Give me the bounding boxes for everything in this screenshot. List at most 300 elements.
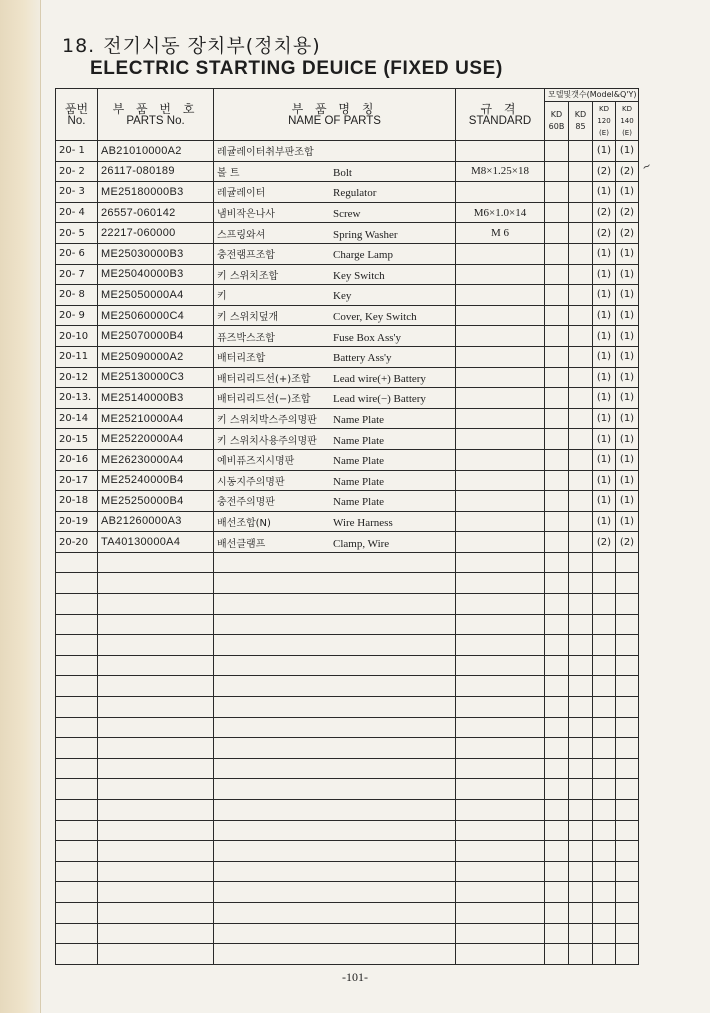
part-name	[214, 429, 456, 450]
empty-cell	[214, 614, 456, 635]
part-number: ME25060000C4	[98, 305, 214, 326]
table-row	[56, 202, 639, 223]
part-number: ME25140000B3	[98, 388, 214, 409]
empty-cell	[214, 861, 456, 882]
empty-cell	[569, 841, 593, 862]
quantity: (1)	[616, 388, 639, 409]
binding-strip	[0, 0, 41, 1013]
quantity: (1)	[593, 141, 616, 162]
empty-cell	[616, 655, 639, 676]
empty-cell	[545, 800, 569, 821]
quantity	[545, 388, 569, 409]
empty-cell	[214, 820, 456, 841]
empty-row	[56, 800, 639, 821]
part-number: ME25090000A2	[98, 346, 214, 367]
part-name-korean: 배선클램프	[217, 538, 266, 550]
quantity: (1)	[616, 141, 639, 162]
quantity: (1)	[616, 243, 639, 264]
standard	[456, 511, 545, 532]
item-number: 20-13.	[56, 388, 98, 409]
item-number: 20- 4	[56, 202, 98, 223]
empty-cell	[214, 902, 456, 923]
quantity	[545, 367, 569, 388]
empty-cell	[456, 923, 545, 944]
part-name-korean: 레귤레이터취부판조합	[217, 147, 314, 159]
part-name-korean: 레귤레이터	[217, 188, 266, 200]
part-name-korean: 볼 트	[217, 167, 240, 179]
item-number: 20- 3	[56, 182, 98, 203]
empty-cell	[214, 655, 456, 676]
empty-cell	[569, 758, 593, 779]
quantity: (1)	[593, 388, 616, 409]
empty-cell	[569, 861, 593, 882]
part-name	[214, 223, 456, 244]
item-number: 20-15	[56, 429, 98, 450]
empty-row	[56, 552, 639, 573]
quantity: (1)	[616, 408, 639, 429]
quantity: (1)	[616, 285, 639, 306]
empty-cell	[545, 923, 569, 944]
empty-cell	[56, 923, 98, 944]
quantity	[569, 326, 593, 347]
empty-cell	[98, 779, 214, 800]
empty-row	[56, 841, 639, 862]
part-name	[214, 326, 456, 347]
part-name	[214, 346, 456, 367]
item-number: 20-17	[56, 470, 98, 491]
empty-row	[56, 923, 639, 944]
empty-cell	[56, 820, 98, 841]
table-row	[56, 264, 639, 285]
part-name-korean: 충전램프조합	[217, 250, 275, 262]
empty-cell	[456, 841, 545, 862]
quantity	[545, 470, 569, 491]
empty-cell	[616, 697, 639, 718]
part-name-english: Screw	[333, 208, 361, 221]
quantity	[545, 429, 569, 450]
empty-cell	[456, 655, 545, 676]
empty-cell	[98, 614, 214, 635]
part-name	[214, 511, 456, 532]
empty-cell	[593, 676, 616, 697]
part-name-english: Regulator	[333, 187, 377, 200]
standard	[456, 326, 545, 347]
quantity: (2)	[616, 161, 639, 182]
empty-cell	[56, 779, 98, 800]
part-name	[214, 367, 456, 388]
quantity	[569, 202, 593, 223]
empty-row	[56, 902, 639, 923]
empty-cell	[456, 902, 545, 923]
quantity: (2)	[616, 532, 639, 553]
empty-cell	[569, 655, 593, 676]
table-row	[56, 408, 639, 429]
quantity	[569, 223, 593, 244]
part-name-korean: 충전주의명판	[217, 497, 275, 509]
item-number: 20-14	[56, 408, 98, 429]
quantity: (1)	[616, 305, 639, 326]
empty-cell	[214, 552, 456, 573]
part-name-english: Wire Harness	[333, 516, 393, 529]
empty-cell	[98, 882, 214, 903]
part-name-english: Lead wire(−) Battery	[333, 393, 426, 406]
empty-cell	[56, 655, 98, 676]
empty-cell	[456, 676, 545, 697]
item-number: 20-19	[56, 511, 98, 532]
standard	[456, 388, 545, 409]
empty-cell	[214, 779, 456, 800]
standard	[456, 429, 545, 450]
quantity	[569, 182, 593, 203]
empty-cell	[616, 573, 639, 594]
empty-row	[56, 697, 639, 718]
standard: M6×1.0×14	[456, 202, 545, 223]
empty-cell	[214, 635, 456, 656]
empty-row	[56, 717, 639, 738]
quantity: (1)	[593, 429, 616, 450]
quantity: (1)	[616, 491, 639, 512]
empty-cell	[456, 820, 545, 841]
quantity	[545, 141, 569, 162]
table-row	[56, 470, 639, 491]
quantity: (1)	[593, 243, 616, 264]
table-row	[56, 141, 639, 162]
empty-cell	[616, 861, 639, 882]
table-row	[56, 223, 639, 244]
empty-cell	[98, 820, 214, 841]
empty-cell	[214, 738, 456, 759]
quantity	[569, 285, 593, 306]
empty-cell	[545, 676, 569, 697]
header-parts-no: 부 품 번 호 PARTS No.	[98, 89, 214, 141]
empty-cell	[456, 697, 545, 718]
quantity	[545, 223, 569, 244]
table-row	[56, 367, 639, 388]
quantity	[569, 141, 593, 162]
empty-cell	[569, 697, 593, 718]
quantity	[569, 161, 593, 182]
part-name-english: Name Plate	[333, 414, 385, 427]
part-name-korean: 퓨즈박스조합	[217, 332, 275, 344]
empty-cell	[569, 820, 593, 841]
quantity	[545, 408, 569, 429]
quantity	[569, 305, 593, 326]
empty-cell	[545, 655, 569, 676]
table-row	[56, 532, 639, 553]
quantity: (1)	[593, 367, 616, 388]
standard: M 6	[456, 223, 545, 244]
quantity: (1)	[593, 182, 616, 203]
empty-row	[56, 655, 639, 676]
table-row	[56, 491, 639, 512]
part-name-korean: 배선조합(N)	[217, 517, 271, 529]
empty-cell	[593, 552, 616, 573]
part-name-korean: 예비퓨즈지시명판	[217, 456, 295, 468]
quantity	[545, 285, 569, 306]
empty-cell	[56, 758, 98, 779]
item-number: 20-20	[56, 532, 98, 553]
quantity: (1)	[616, 264, 639, 285]
standard: M8×1.25×18	[456, 161, 545, 182]
empty-cell	[593, 800, 616, 821]
empty-cell	[98, 738, 214, 759]
empty-cell	[616, 902, 639, 923]
part-name-korean: 시동지주의명판	[217, 476, 285, 488]
parts-table	[55, 88, 639, 965]
quantity: (1)	[593, 305, 616, 326]
quantity	[569, 264, 593, 285]
standard	[456, 470, 545, 491]
quantity	[545, 326, 569, 347]
table-row	[56, 346, 639, 367]
part-name	[214, 305, 456, 326]
empty-cell	[593, 717, 616, 738]
empty-cell	[56, 635, 98, 656]
part-name-korean: 키 스위치사용주의명판	[217, 435, 317, 447]
header-model-kd60b: KD 60B	[545, 102, 569, 141]
part-name-korean: 배터리조합	[217, 353, 266, 365]
table-row	[56, 285, 639, 306]
part-name-english: Name Plate	[333, 434, 385, 447]
empty-cell	[593, 841, 616, 862]
title-english: ELECTRIC STARTING DEUICE (FIXED USE)	[90, 58, 503, 79]
quantity	[569, 346, 593, 367]
table-row	[56, 388, 639, 409]
part-name-english: Charge Lamp	[333, 249, 393, 262]
empty-cell	[214, 923, 456, 944]
quantity	[569, 367, 593, 388]
part-name	[214, 532, 456, 553]
empty-cell	[56, 717, 98, 738]
quantity	[545, 449, 569, 470]
standard	[456, 367, 545, 388]
empty-cell	[616, 841, 639, 862]
empty-cell	[98, 758, 214, 779]
quantity: (2)	[593, 532, 616, 553]
empty-cell	[214, 800, 456, 821]
empty-cell	[545, 573, 569, 594]
empty-cell	[98, 717, 214, 738]
empty-row	[56, 820, 639, 841]
part-name	[214, 408, 456, 429]
header-model-kd85: KD 85	[569, 102, 593, 141]
quantity	[569, 532, 593, 553]
quantity	[545, 243, 569, 264]
part-name-korean: 배터리리드선(+)조합	[217, 373, 311, 385]
empty-cell	[545, 861, 569, 882]
empty-cell	[545, 882, 569, 903]
quantity	[545, 305, 569, 326]
part-name-korean: 냄비작은나사	[217, 209, 275, 221]
empty-cell	[616, 944, 639, 965]
table-row	[56, 182, 639, 203]
table-row	[56, 305, 639, 326]
empty-cell	[616, 800, 639, 821]
empty-cell	[56, 552, 98, 573]
empty-cell	[98, 697, 214, 718]
empty-row	[56, 861, 639, 882]
empty-cell	[569, 902, 593, 923]
part-number: ME25040000B3	[98, 264, 214, 285]
item-number: 20- 6	[56, 243, 98, 264]
part-number: TA40130000A4	[98, 532, 214, 553]
empty-cell	[98, 635, 214, 656]
page-title	[62, 34, 503, 80]
part-number: AB21010000A2	[98, 141, 214, 162]
empty-cell	[593, 635, 616, 656]
part-name-english: Name Plate	[333, 455, 385, 468]
empty-cell	[545, 902, 569, 923]
quantity: (2)	[593, 223, 616, 244]
empty-row	[56, 882, 639, 903]
header-model-group: 모델및갯수(Model&Q'Y)	[545, 89, 639, 102]
empty-cell	[56, 902, 98, 923]
part-number: 22217-060000	[98, 223, 214, 244]
empty-cell	[569, 573, 593, 594]
table-row	[56, 326, 639, 347]
item-number: 20-10	[56, 326, 98, 347]
header-row-1	[56, 89, 639, 102]
table-row	[56, 161, 639, 182]
part-name-english: Bolt	[333, 166, 352, 179]
empty-cell	[593, 779, 616, 800]
item-number: 20- 8	[56, 285, 98, 306]
table-row	[56, 449, 639, 470]
empty-cell	[593, 614, 616, 635]
standard	[456, 182, 545, 203]
item-number: 20- 2	[56, 161, 98, 182]
empty-cell	[98, 573, 214, 594]
part-name-korean: 스프링와셔	[217, 229, 266, 241]
header-name: 부 품 명 칭 NAME OF PARTS	[214, 89, 456, 141]
empty-row	[56, 614, 639, 635]
empty-cell	[98, 594, 214, 615]
part-name	[214, 388, 456, 409]
part-name-english: Spring Washer	[333, 228, 398, 241]
empty-cell	[616, 882, 639, 903]
part-number: ME25130000C3	[98, 367, 214, 388]
empty-cell	[616, 923, 639, 944]
empty-cell	[545, 779, 569, 800]
part-number: 26557-060142	[98, 202, 214, 223]
part-number: ME25240000B4	[98, 470, 214, 491]
part-number: ME25070000B4	[98, 326, 214, 347]
quantity: (1)	[593, 491, 616, 512]
part-name	[214, 285, 456, 306]
empty-cell	[98, 923, 214, 944]
empty-cell	[616, 594, 639, 615]
empty-row	[56, 944, 639, 965]
empty-cell	[569, 944, 593, 965]
part-name-english: Battery Ass'y	[333, 352, 392, 365]
empty-cell	[56, 573, 98, 594]
empty-cell	[569, 676, 593, 697]
quantity	[569, 408, 593, 429]
empty-row	[56, 594, 639, 615]
quantity	[545, 346, 569, 367]
empty-cell	[616, 676, 639, 697]
part-number: ME26230000A4	[98, 449, 214, 470]
empty-cell	[98, 655, 214, 676]
quantity: (2)	[616, 223, 639, 244]
part-name-english: Key Switch	[333, 269, 385, 282]
empty-cell	[569, 800, 593, 821]
empty-cell	[98, 944, 214, 965]
quantity	[569, 429, 593, 450]
empty-cell	[456, 594, 545, 615]
empty-cell	[98, 861, 214, 882]
empty-cell	[545, 697, 569, 718]
empty-cell	[593, 923, 616, 944]
quantity: (2)	[616, 202, 639, 223]
part-name-english: Clamp, Wire	[333, 537, 390, 550]
empty-cell	[593, 882, 616, 903]
quantity	[545, 532, 569, 553]
empty-cell	[56, 738, 98, 759]
quantity: (1)	[593, 449, 616, 470]
empty-cell	[616, 779, 639, 800]
quantity: (1)	[593, 285, 616, 306]
empty-cell	[56, 882, 98, 903]
part-name-korean: 키	[217, 291, 227, 303]
table-row	[56, 511, 639, 532]
quantity	[545, 491, 569, 512]
empty-cell	[593, 594, 616, 615]
empty-cell	[214, 841, 456, 862]
empty-cell	[456, 552, 545, 573]
header-no: 품번 No.	[56, 89, 98, 141]
item-number: 20- 5	[56, 223, 98, 244]
empty-cell	[456, 717, 545, 738]
part-name-english: Key	[333, 290, 352, 303]
empty-cell	[569, 717, 593, 738]
empty-cell	[616, 614, 639, 635]
part-number: ME25050000A4	[98, 285, 214, 306]
empty-cell	[569, 552, 593, 573]
standard	[456, 285, 545, 306]
page-number: -101-	[342, 970, 368, 984]
table-row	[56, 429, 639, 450]
empty-row	[56, 676, 639, 697]
empty-cell	[456, 882, 545, 903]
quantity: (1)	[616, 449, 639, 470]
quantity	[545, 511, 569, 532]
table-row	[56, 243, 639, 264]
empty-cell	[593, 655, 616, 676]
quantity: (1)	[593, 326, 616, 347]
part-name	[214, 243, 456, 264]
part-name	[214, 202, 456, 223]
quantity	[569, 449, 593, 470]
quantity: (1)	[593, 511, 616, 532]
empty-cell	[616, 717, 639, 738]
part-name	[214, 491, 456, 512]
empty-cell	[56, 841, 98, 862]
empty-cell	[569, 594, 593, 615]
part-name-korean: 키 스위치덮개	[217, 312, 279, 324]
title-korean-text: 전기시동 장치부(정치용)	[103, 35, 321, 57]
empty-cell	[214, 594, 456, 615]
part-name-english: Name Plate	[333, 496, 385, 509]
quantity: (1)	[593, 346, 616, 367]
part-name-korean: 배터리리드선(−)조합	[217, 394, 311, 406]
empty-cell	[593, 738, 616, 759]
quantity	[545, 182, 569, 203]
empty-cell	[569, 738, 593, 759]
empty-cell	[545, 552, 569, 573]
empty-cell	[616, 552, 639, 573]
empty-cell	[569, 779, 593, 800]
